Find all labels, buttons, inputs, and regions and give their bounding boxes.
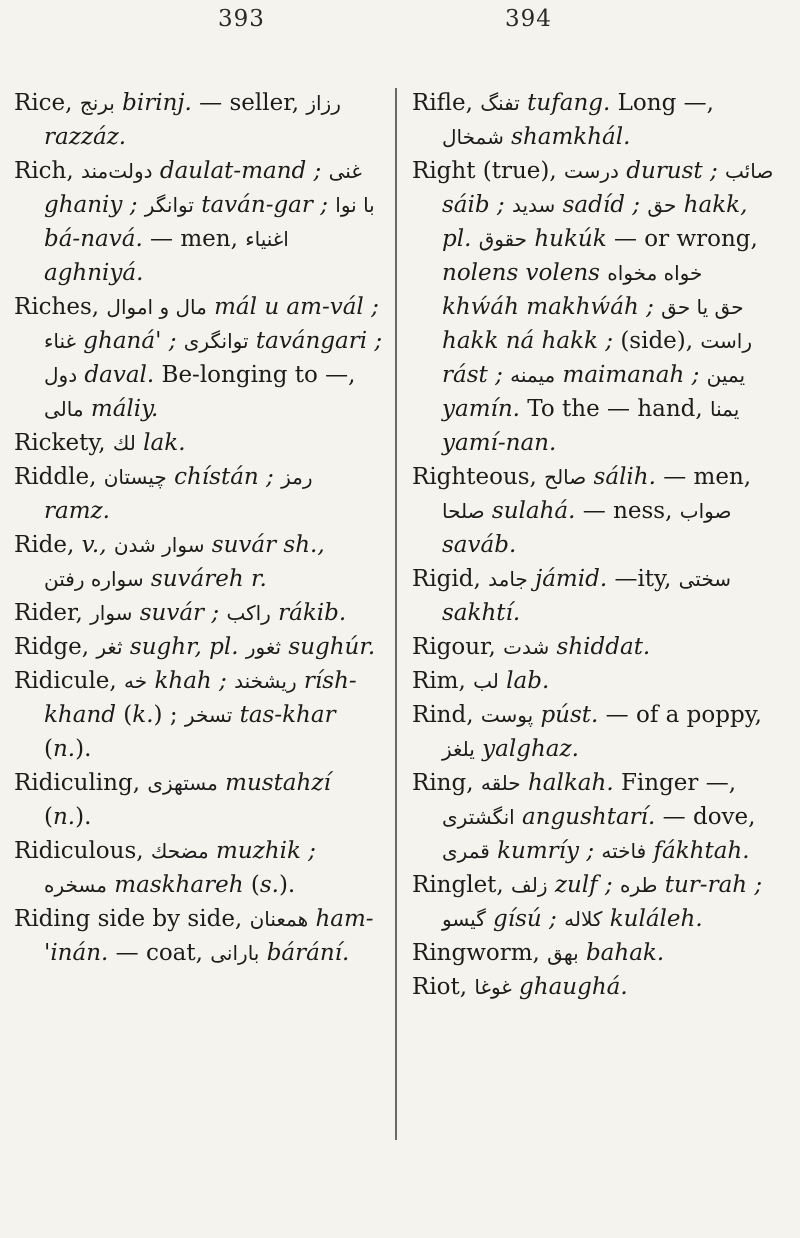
entry-text: To the — hand, <box>520 396 710 422</box>
transliteration: sáib ; <box>442 192 505 218</box>
transliteration: k. <box>132 702 154 728</box>
entry-text: — or wrong, <box>606 226 766 252</box>
entry-text: Ridiculous, <box>14 838 151 864</box>
transliteration: shiddat. <box>549 634 651 660</box>
dictionary-entry <box>14 86 384 154</box>
persian-word: سوار شدن <box>113 533 205 557</box>
persian-word: سختی <box>678 567 731 591</box>
transliteration: tavángari ; <box>248 328 383 354</box>
transliteration: bahak. <box>578 940 665 966</box>
persian-word: درست <box>564 159 619 183</box>
dictionary-entry <box>412 868 782 936</box>
persian-word: خواه مخواه <box>607 261 703 285</box>
transliteration: hakk ná hakk ; <box>442 328 614 354</box>
persian-word: تفنگ <box>480 91 520 115</box>
entry-text: ). <box>278 872 296 898</box>
transliteration: nolens volens <box>442 260 600 286</box>
transliteration: bá-navá. <box>44 226 143 252</box>
entry-text <box>325 532 332 558</box>
transliteration: aghniyá. <box>44 260 144 286</box>
transliteration: suvár ; <box>132 600 220 626</box>
entry-text: — of a poppy, <box>598 702 770 728</box>
transliteration: tufang. <box>519 90 611 116</box>
entry-text <box>382 328 389 354</box>
entry-text: Rigour, <box>412 634 504 660</box>
persian-word: حق <box>647 193 677 217</box>
transliteration: sakhtí. <box>442 600 521 626</box>
transliteration: suváreh r. <box>143 566 267 592</box>
dictionary-entry <box>14 528 384 596</box>
persian-word: سوار <box>90 601 133 625</box>
entry-text: — men, <box>142 226 246 252</box>
transliteration: taván-gar ; <box>193 192 328 218</box>
dictionary-entry <box>412 936 782 970</box>
persian-word: لب <box>473 669 499 693</box>
persian-word: بهق <box>547 941 579 965</box>
transliteration: zulf ; <box>547 872 613 898</box>
transliteration: yamín. <box>442 396 520 422</box>
transliteration: lab. <box>498 668 550 694</box>
transliteration: n. <box>52 804 76 830</box>
entry-text: Rice, <box>14 90 80 116</box>
transliteration: fákhtah. <box>646 838 750 864</box>
transliteration: kuláleh. <box>602 906 703 932</box>
transliteration: bárání. <box>259 940 350 966</box>
persian-word: چیستان <box>103 465 167 489</box>
dictionary-entry <box>14 630 384 664</box>
entry-text: Ridiculing, <box>14 770 148 796</box>
persian-word: مالی <box>44 397 84 421</box>
transliteration: daval. <box>77 362 155 388</box>
entry-text: Rider, <box>14 600 91 626</box>
transliteration: gísú ; <box>485 906 557 932</box>
persian-word: اغنیاء <box>245 227 289 251</box>
persian-word: برنج <box>79 91 115 115</box>
dictionary-entry <box>412 630 782 664</box>
persian-word: مال و اموال <box>106 295 207 319</box>
entry-text: ). <box>75 736 92 762</box>
entry-text: Rind, <box>412 702 481 728</box>
transliteration: saváb. <box>442 532 517 558</box>
transliteration: tas-khar <box>232 702 336 728</box>
persian-word: مستهزی <box>147 771 218 795</box>
dictionary-entry <box>14 766 384 834</box>
dictionary-entry <box>14 596 384 630</box>
entry-text: Ridicule, <box>14 668 125 694</box>
persian-word: ریشخند <box>234 669 297 693</box>
persian-word: بارانی <box>210 941 260 965</box>
transliteration: yalghaz. <box>474 736 579 762</box>
entry-text <box>239 634 246 660</box>
persian-word: مسخره <box>44 873 107 897</box>
transliteration: birinj. <box>114 90 192 116</box>
persian-word: صائب <box>725 159 774 183</box>
transliteration: tur-rah ; <box>657 872 763 898</box>
entry-text: ( <box>116 702 133 728</box>
transliteration: halkah. <box>520 770 614 796</box>
entry-text: Riddle, <box>14 464 104 490</box>
entry-text: — coat, <box>108 940 211 966</box>
transliteration: mál u am-vál ; <box>206 294 379 320</box>
transliteration: sughúr. <box>281 634 376 660</box>
transliteration: ghaná' ; <box>76 328 177 354</box>
persian-word: زلف <box>511 873 548 897</box>
persian-word: خه <box>124 669 148 693</box>
persian-word: قمری <box>442 839 490 863</box>
persian-word: کلاله <box>564 907 603 931</box>
entry-text: Rich, <box>14 158 81 184</box>
transliteration: maskhareh <box>106 872 244 898</box>
persian-word: همعنان <box>249 907 309 931</box>
transliteration: rísh-khand <box>44 668 357 728</box>
persian-word: غوغا <box>474 975 512 999</box>
transliteration: angushtarí. <box>514 804 656 830</box>
dictionary-entry <box>412 766 782 868</box>
entry-text: Ride, <box>14 532 82 558</box>
entry-text: — men, <box>655 464 759 490</box>
entry-text: ). <box>75 804 92 830</box>
transliteration: sughr, <box>122 634 202 660</box>
transliteration: hukúk <box>527 226 607 252</box>
persian-word: راکب <box>226 601 271 625</box>
entry-text <box>762 872 769 898</box>
persian-word: میمنه <box>510 363 556 387</box>
transliteration: sulahá. <box>484 498 576 524</box>
persian-word: شدت <box>503 635 550 659</box>
persian-word: یمین <box>706 363 746 387</box>
transliteration: rákib. <box>270 600 347 626</box>
right-column <box>412 86 782 1004</box>
entry-text: — ness, <box>575 498 680 524</box>
entry-text <box>747 192 754 218</box>
entry-text <box>699 362 706 388</box>
dictionary-entry <box>14 426 384 460</box>
transliteration: khah ; <box>147 668 227 694</box>
persian-word: تسخر <box>184 703 233 727</box>
transliteration: muzhik ; <box>208 838 316 864</box>
entry-text <box>137 192 144 218</box>
persian-word: راست <box>700 329 753 353</box>
transliteration: púst. <box>533 702 599 728</box>
transliteration: sálih. <box>586 464 656 490</box>
persian-word: توانگری <box>183 329 249 353</box>
entry-text <box>718 158 725 184</box>
entry-text: Ridge, <box>14 634 97 660</box>
persian-word: حق یا حق <box>661 295 744 319</box>
entry-text: Riding side by side, <box>14 906 250 932</box>
transliteration: s. <box>259 872 279 898</box>
persian-word: دول <box>44 363 78 387</box>
entry-text: Ring, <box>412 770 481 796</box>
entry-text: Rickety, <box>14 430 113 456</box>
entry-text: Long —, <box>610 90 722 116</box>
entry-text <box>471 226 478 252</box>
dictionary-entry <box>14 834 384 902</box>
persian-word: حلقه <box>480 771 521 795</box>
transliteration: pl. <box>442 226 472 252</box>
entry-text: ) ; <box>153 702 185 728</box>
page-number-left: 393 <box>218 6 265 32</box>
transliteration: hakk, <box>676 192 748 218</box>
transliteration: lak. <box>135 430 186 456</box>
transliteration: pl. <box>209 634 239 660</box>
persian-word: مضحك <box>150 839 209 863</box>
dictionary-entry <box>412 154 782 460</box>
dictionary-entry <box>14 902 384 970</box>
transliteration: daulat-mand ; <box>152 158 322 184</box>
entry-text: Ringworm, <box>412 940 548 966</box>
transliteration: razzáz. <box>44 124 127 150</box>
entry-text: Riches, <box>14 294 107 320</box>
persian-word: لك <box>112 431 136 455</box>
transliteration: chístán ; <box>166 464 274 490</box>
entry-text <box>379 294 386 320</box>
persian-word: غناء <box>44 329 76 353</box>
transliteration: rást ; <box>442 362 503 388</box>
persian-word: سواره رفتن <box>44 567 144 591</box>
transliteration: yamí-nan. <box>442 430 557 456</box>
entry-text: — seller, <box>191 90 307 116</box>
entry-text: Rim, <box>412 668 474 694</box>
transliteration: shamkhál. <box>503 124 631 150</box>
left-column <box>14 86 384 970</box>
persian-word: رزاز <box>306 91 341 115</box>
transliteration: ham-'inán. <box>44 906 374 966</box>
entry-text <box>274 464 281 490</box>
persian-word: سدید <box>511 193 556 217</box>
transliteration: ghaughá. <box>511 974 628 1000</box>
persian-word: صواب <box>679 499 732 523</box>
dictionary-entry <box>14 290 384 426</box>
transliteration: kumríy ; <box>489 838 595 864</box>
dictionary-entry <box>412 86 782 154</box>
entry-text <box>107 532 114 558</box>
persian-word: حقوق <box>478 227 528 251</box>
transliteration: khẃáh makhẃáh ; <box>442 294 654 320</box>
entry-text: ( <box>44 702 343 762</box>
persian-word: رمز <box>281 465 313 489</box>
persian-word: شمخال <box>442 125 504 149</box>
entry-text <box>227 668 234 694</box>
persian-word: طره <box>620 873 658 897</box>
transliteration: mustahzí <box>217 770 331 796</box>
entry-text <box>321 158 328 184</box>
dictionary-entry <box>412 664 782 698</box>
persian-word: صلحا <box>442 499 485 523</box>
entry-text: ( <box>243 872 260 898</box>
persian-word: یمنا <box>710 397 740 421</box>
transliteration: sadíd ; <box>555 192 640 218</box>
transliteration: jámid. <box>527 566 608 592</box>
persian-word: غنی <box>328 159 362 183</box>
transliteration: maimanah ; <box>555 362 700 388</box>
transliteration: durust ; <box>618 158 718 184</box>
entry-text: Riot, <box>412 974 475 1000</box>
persian-word: با نوا <box>335 193 375 217</box>
entry-text: —ity, <box>607 566 679 592</box>
entry-text <box>176 328 183 354</box>
transliteration: n. <box>52 736 76 762</box>
entry-text <box>613 872 620 898</box>
dictionary-entry <box>14 664 384 766</box>
persian-word: فاخته <box>601 839 647 863</box>
entry-text: ( <box>44 770 339 830</box>
dictionary-entry <box>14 154 384 290</box>
entry-text <box>505 192 512 218</box>
transliteration: suvár sh., <box>204 532 325 558</box>
transliteration: máliy. <box>83 396 159 422</box>
entry-text <box>316 838 323 864</box>
dictionary-entry <box>14 460 384 528</box>
persian-word: یلغز <box>442 737 475 761</box>
page-number-right: 394 <box>505 6 552 32</box>
entry-text: Finger —, <box>613 770 744 796</box>
persian-word: توانگر <box>144 193 194 217</box>
entry-text: Righteous, <box>412 464 545 490</box>
transliteration: ghaniy ; <box>44 192 138 218</box>
transliteration: ramz. <box>44 498 110 524</box>
entry-text: Right (true), <box>412 158 564 184</box>
persian-word: دولت‌مند <box>81 159 153 183</box>
transliteration: v., <box>81 532 107 558</box>
persian-word: انگشتری <box>442 805 515 829</box>
entry-text: Be-longing to —, <box>154 362 363 388</box>
entry-text: — dove, <box>655 804 763 830</box>
persian-word: پوست <box>480 703 534 727</box>
column-divider <box>395 88 397 1140</box>
dictionary-entry <box>412 460 782 562</box>
entry-text: Rifle, <box>412 90 481 116</box>
persian-word: ثغور <box>245 635 282 659</box>
dictionary-entry <box>412 562 782 630</box>
dictionary-entry <box>412 970 782 1004</box>
persian-word: صالح <box>544 465 587 489</box>
persian-word: گیسو <box>442 907 486 931</box>
entry-text: Ringlet, <box>412 872 512 898</box>
entry-text: (side), <box>613 328 701 354</box>
persian-word: ثغر <box>96 635 123 659</box>
dictionary-entry <box>412 698 782 766</box>
persian-word: جامد <box>488 567 528 591</box>
entry-text: Rigid, <box>412 566 489 592</box>
